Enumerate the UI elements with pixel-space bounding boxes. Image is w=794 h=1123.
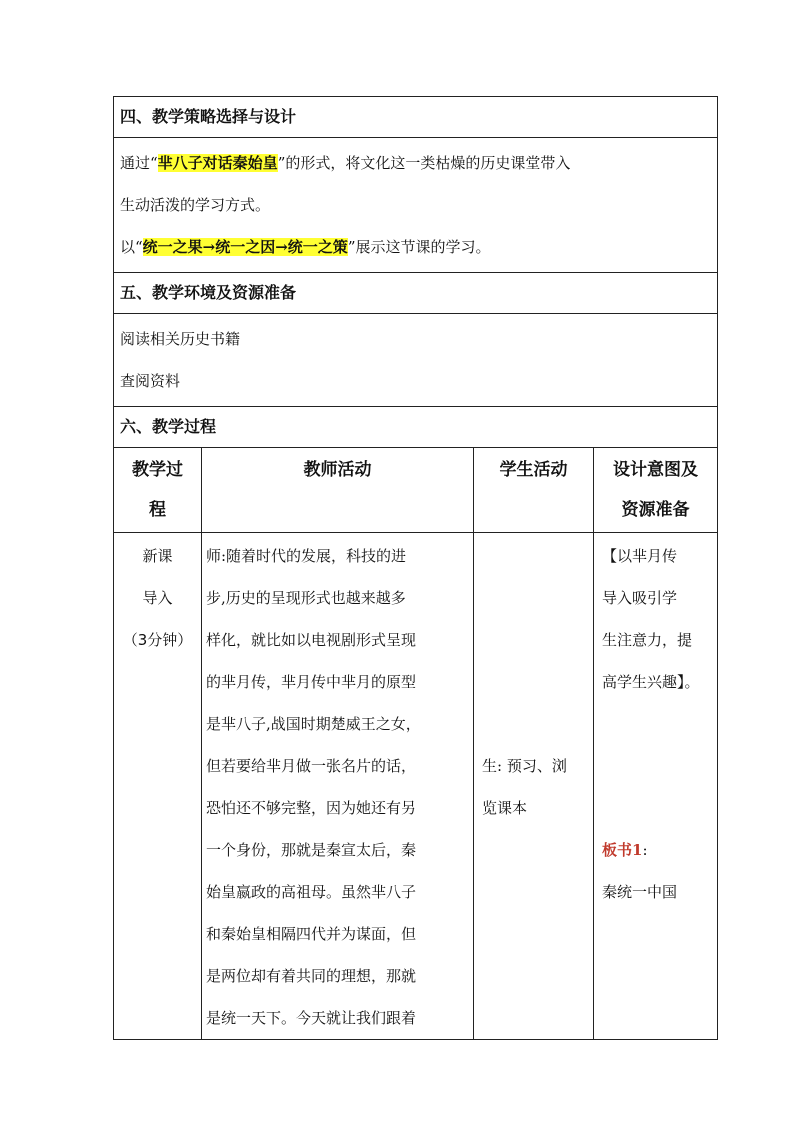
student-activity-cell: 生: 预习、浏 览课本 <box>474 533 594 1040</box>
highlight-unification-chain: 统一之果→统一之因→统一之策 <box>142 238 348 256</box>
design-intent-cell: 【以芈月传 导入吸引学 生注意力，提 高学生兴趣】。 板书1: 秦统一中国 <box>594 533 718 1040</box>
section-4-title: 四、教学策略选择与设计 <box>114 97 718 138</box>
lesson-plan-table <box>113 96 718 1040</box>
resource-item: 阅读相关历史书籍 <box>120 330 241 348</box>
board-note: 板书1: <box>602 841 648 859</box>
teacher-activity-cell: 师:随着时代的发展，科技的进 步,历史的呈现形式也越来越多 样化，就比如以电视剧形式呈现 的芈月传，芈月传中芈月的原型 是芈八子,战国时期楚威王之女， 但若要给芈月做一张名片的话， 恐怕还不够完整，因为她还有另 一个身份，那就是秦宣太后，秦 始皇嬴政的高祖母。虽然芈八子 和秦始皇相隔四代并为谋面，但 是两位却有着共同的理想，那就 是统一天下。今天就让我们跟着 <box>202 533 474 1040</box>
section-5-title: 五、教学环境及资源准备 <box>114 273 718 314</box>
lesson-plan-page <box>113 96 717 1040</box>
section-6-title: 六、教学过程 <box>114 407 718 448</box>
stage-cell: 新课 导入 （3分钟） <box>114 533 202 1040</box>
header-stage: 教学过 程 <box>114 448 202 533</box>
header-design-intent: 设计意图及 资源准备 <box>594 448 718 533</box>
highlight-dialogue: 芈八子对话秦始皇 <box>157 154 278 172</box>
strategy-paragraph-2: 以“统一之果→统一之因→统一之策”展示这节课的学习。 <box>120 238 491 256</box>
strategy-paragraph-1-cont: 生动活泼的学习方式。 <box>120 196 271 214</box>
board-label: 板书1 <box>602 841 643 859</box>
process-table-header-row <box>114 448 718 533</box>
section-4-body-row <box>114 138 718 273</box>
section-4-header-row <box>114 97 718 138</box>
header-teacher-activity: 教师活动 <box>202 448 474 533</box>
section-5-body-row <box>114 314 718 407</box>
section-6-header-row <box>114 407 718 448</box>
table-row <box>114 533 718 1040</box>
header-student-activity: 学生活动 <box>474 448 594 533</box>
resource-item: 查阅资料 <box>120 372 181 390</box>
section-5-header-row <box>114 273 718 314</box>
board-text: 秦统一中国 <box>602 883 678 901</box>
strategy-paragraph-1: 通过“芈八子对话秦始皇”的形式，将文化这一类枯燥的历史课堂带入 <box>120 154 571 172</box>
